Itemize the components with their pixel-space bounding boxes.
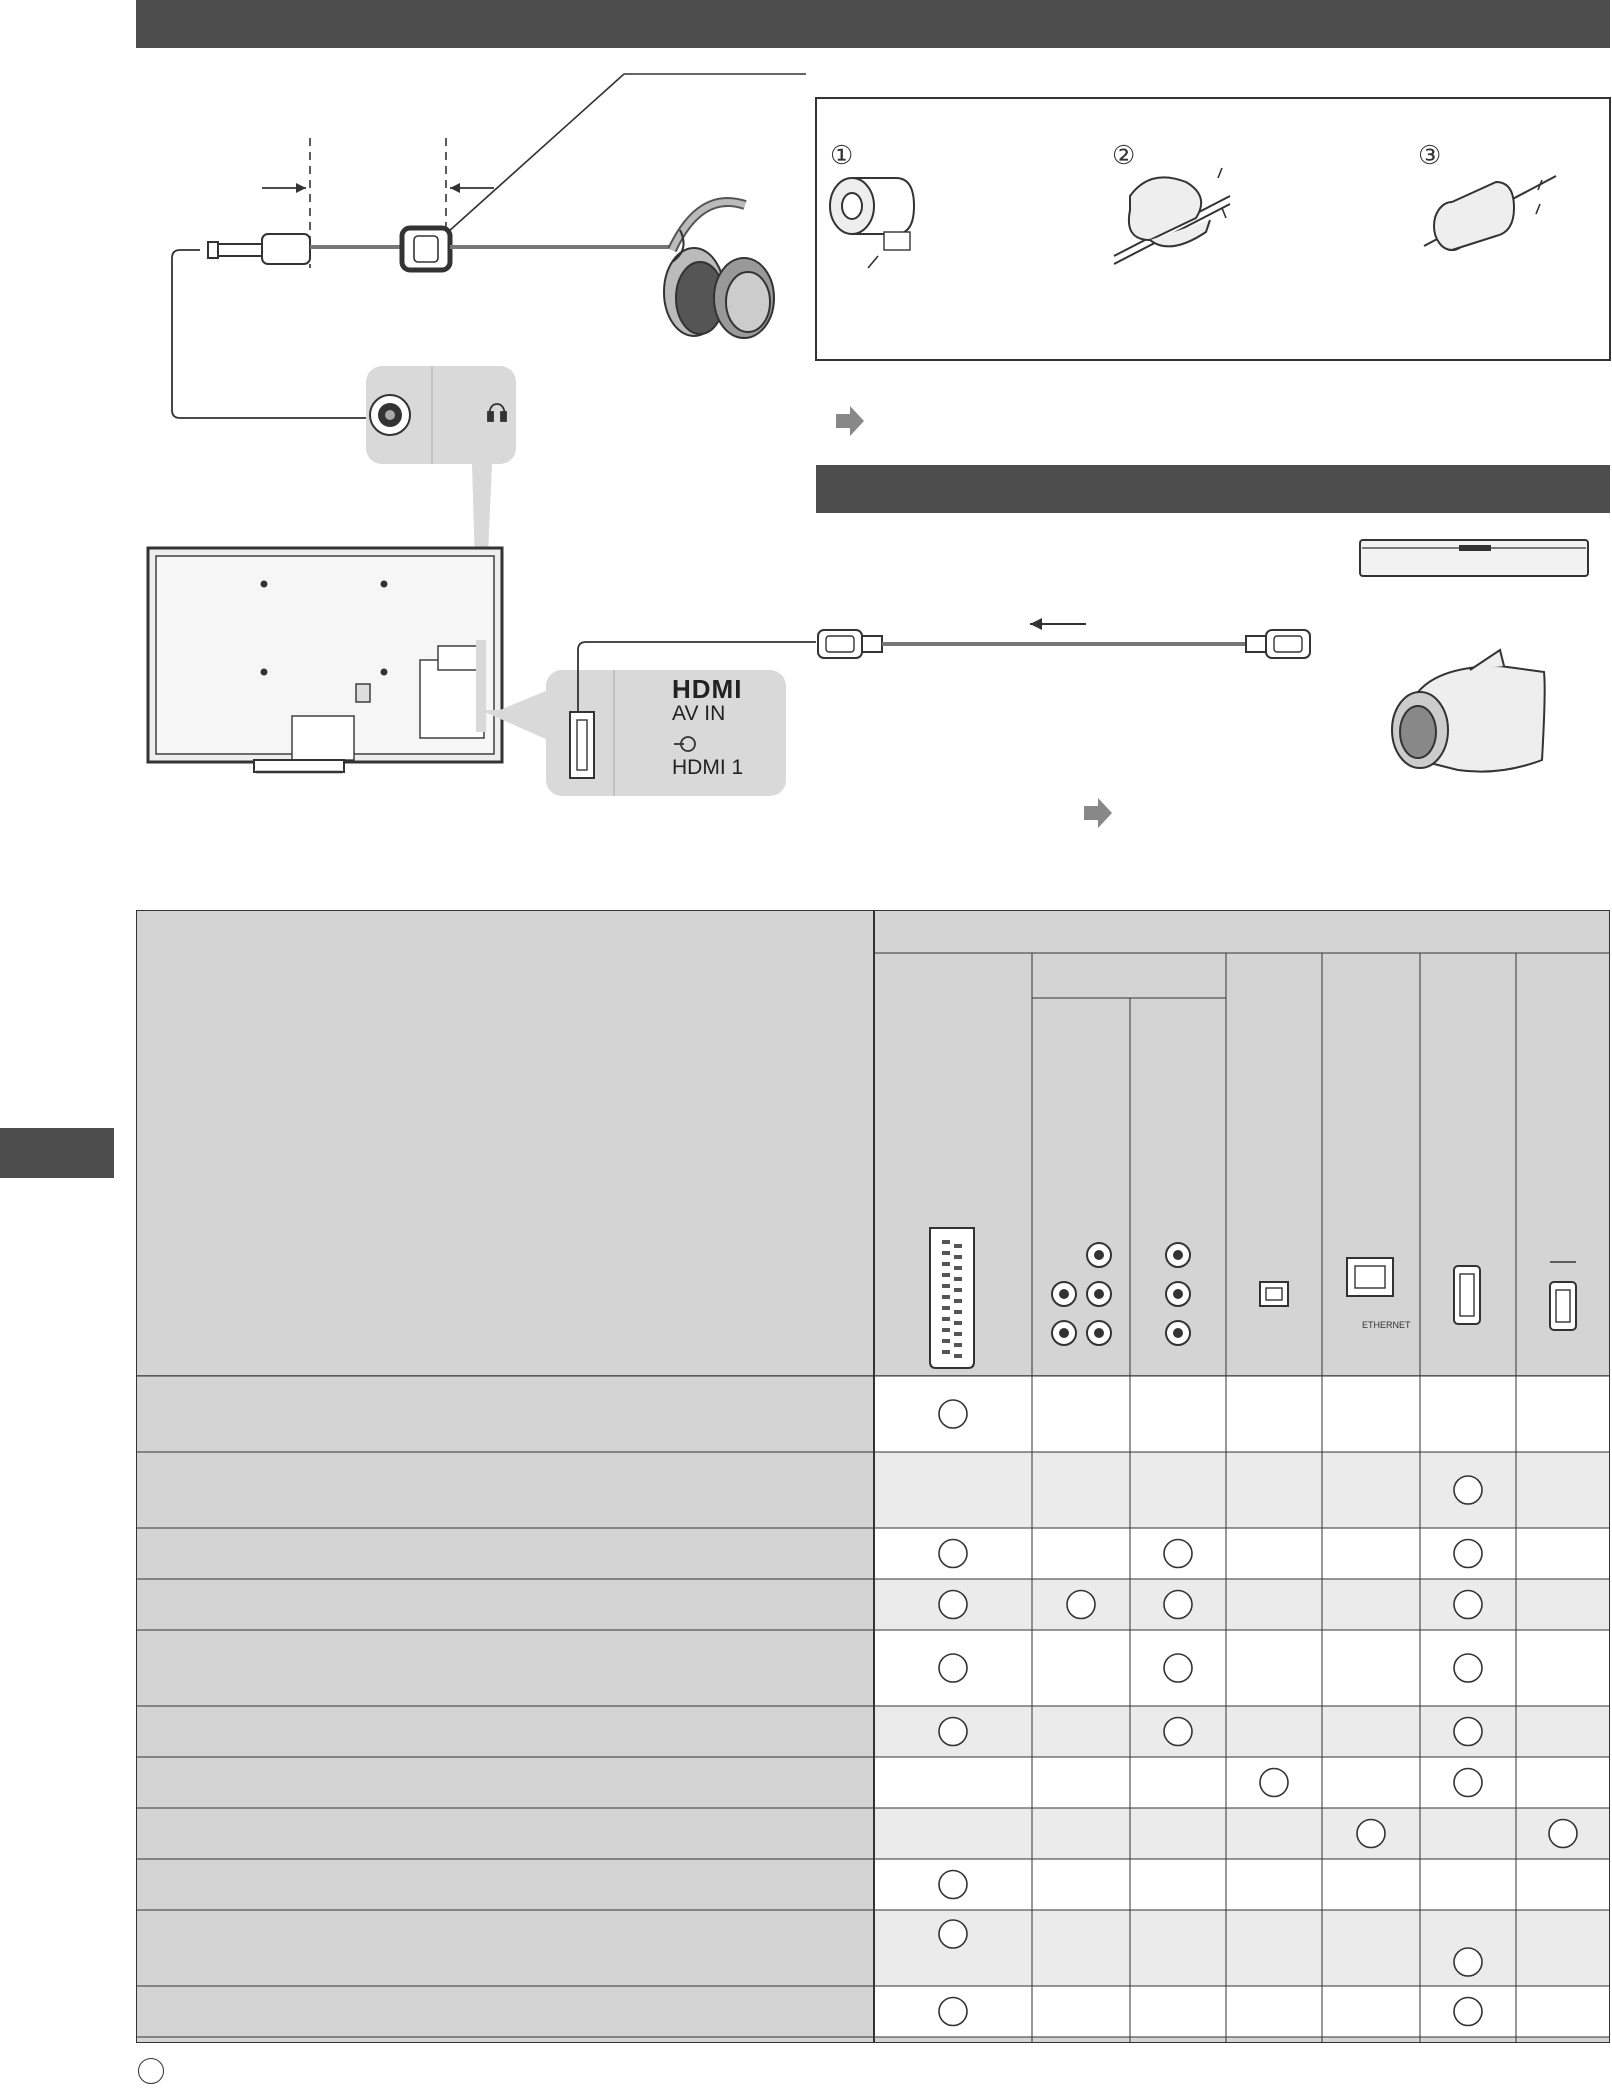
ferrite-step-number-3: ③ bbox=[1418, 140, 1442, 170]
compatible-mark bbox=[939, 1540, 967, 1568]
ethernet-icon bbox=[1347, 1258, 1393, 1296]
table-row-label-bg bbox=[137, 1911, 873, 1986]
compatible-mark bbox=[1164, 1591, 1192, 1619]
table-row-label-bg bbox=[137, 1580, 873, 1630]
compatible-mark bbox=[1260, 1769, 1288, 1797]
reference-arrow-icon-2 bbox=[1084, 798, 1112, 828]
ethernet-label: ETHERNET bbox=[1362, 1320, 1411, 1330]
table-row-bg bbox=[875, 1580, 1609, 1630]
scart-icon bbox=[930, 1228, 974, 1368]
connection-table bbox=[136, 910, 1610, 2043]
compatible-mark bbox=[1454, 1540, 1482, 1568]
recorder-device-icon bbox=[1360, 540, 1588, 576]
table-row-bg bbox=[875, 1987, 1609, 2037]
table-row-label-bg bbox=[137, 1809, 873, 1859]
reference-arrow-icon bbox=[836, 406, 864, 436]
table-row-bg bbox=[875, 1529, 1609, 1579]
table-row-label-bg bbox=[137, 1377, 873, 1452]
hdmi1-label: HDMI 1 bbox=[672, 756, 744, 779]
side-tab bbox=[0, 1128, 114, 1178]
connection-diagram bbox=[0, 0, 1612, 900]
table-row-bg bbox=[875, 1707, 1609, 1757]
compatible-mark bbox=[1357, 1820, 1385, 1848]
table-row-bg bbox=[875, 1377, 1609, 1452]
table-row-label-bg bbox=[137, 1529, 873, 1579]
table-row-bg bbox=[875, 1809, 1609, 1859]
compatible-mark bbox=[1454, 1654, 1482, 1682]
compatible-mark bbox=[1164, 1654, 1192, 1682]
compatible-mark bbox=[1067, 1591, 1095, 1619]
compatible-mark bbox=[939, 1591, 967, 1619]
table-row-bg bbox=[875, 1758, 1609, 1808]
compatible-mark bbox=[1164, 1718, 1192, 1746]
hdmi-logo: HDMI bbox=[672, 674, 743, 704]
table-row-label-bg bbox=[137, 1453, 873, 1528]
compatible-mark bbox=[1454, 1476, 1482, 1504]
composite-av-icon bbox=[1166, 1243, 1190, 1345]
compatible-mark bbox=[939, 1400, 967, 1428]
optical-digital-icon bbox=[1260, 1282, 1288, 1306]
camcorder-device-icon bbox=[1392, 650, 1545, 772]
table-header-right bbox=[874, 910, 1610, 1376]
headphones-icon bbox=[664, 202, 774, 338]
ferrite-step-number-2: ② bbox=[1112, 140, 1136, 170]
table-row-label-bg bbox=[137, 1707, 873, 1757]
hdmi-icon bbox=[1454, 1266, 1480, 1324]
compatible-mark bbox=[1454, 1769, 1482, 1797]
table-row-bg bbox=[875, 1453, 1609, 1528]
compatible-mark bbox=[939, 1718, 967, 1746]
compatible-mark bbox=[1454, 1948, 1482, 1976]
tv-rear-view bbox=[148, 548, 502, 772]
table-row-bg bbox=[875, 1860, 1609, 1910]
compatible-mark bbox=[939, 1920, 967, 1948]
compatible-mark bbox=[1549, 1820, 1577, 1848]
compatible-mark bbox=[1454, 1998, 1482, 2026]
compatible-mark bbox=[1164, 1540, 1192, 1568]
table-row-label-bg bbox=[137, 1860, 873, 1910]
table-row-label-bg bbox=[137, 1631, 873, 1706]
compatible-mark bbox=[939, 1998, 967, 2026]
compatible-mark bbox=[1454, 1591, 1482, 1619]
compatible-mark bbox=[1454, 1718, 1482, 1746]
table-row-label-bg bbox=[137, 1758, 873, 1808]
av-in-label: AV IN bbox=[672, 702, 726, 725]
compatible-mark bbox=[939, 1654, 967, 1682]
table-row-bg bbox=[875, 1631, 1609, 1706]
legend-circle-mark bbox=[138, 2058, 164, 2084]
ferrite-step-number-1: ① bbox=[830, 140, 854, 170]
compatible-mark bbox=[939, 1871, 967, 1899]
table-row-label-bg bbox=[137, 1987, 873, 2037]
table-row-bg bbox=[875, 1911, 1609, 1986]
ferrite-core-instructions bbox=[816, 98, 1610, 360]
